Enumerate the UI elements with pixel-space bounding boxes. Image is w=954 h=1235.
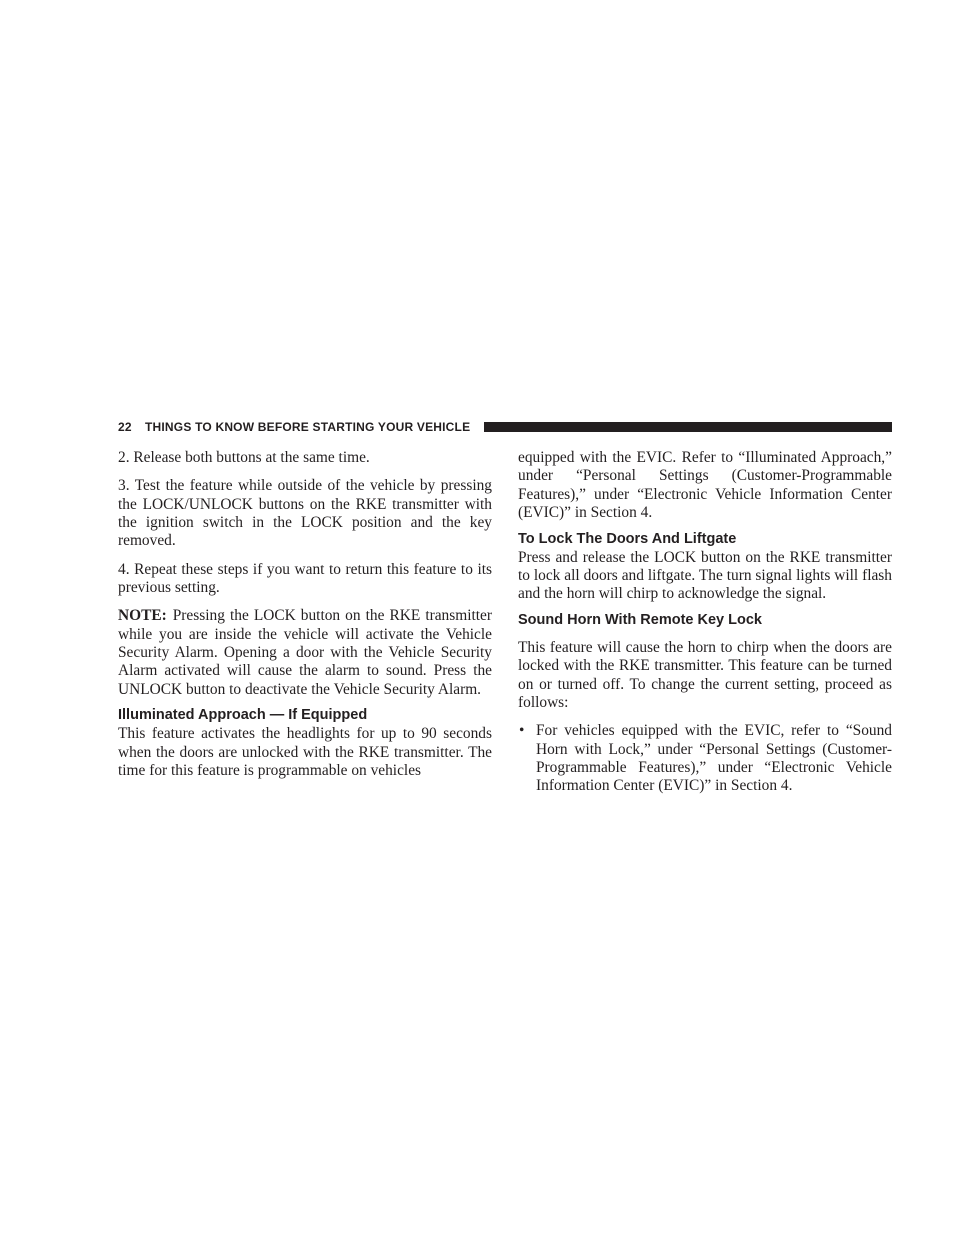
step-3-paragraph: 3. Test the feature while outside of the vehicle by pressing the LOCK/UNLOCK buttons on the RKE transmitter with the ignition switch in the LOCK position and the key removed. <box>118 477 492 550</box>
note-text: Pressing the LOCK button on the RKE transmitter while you are inside the vehicle will activate the Vehicle Security Alarm. Opening a door with the Vehicle Security Alarm activated will cause the alarm to sound. Press the UNLOCK button to deactivate the Vehicle Security Alarm. <box>118 607 492 698</box>
bullet-text: For vehicles equipped with the EVIC, refer to “Sound Horn with Lock,” under “Personal Settings (Customer-Programmable Features),” under “Electronic Vehicle Information Center (EVIC)” in Section 4. <box>536 722 892 795</box>
section-title: THINGS TO KNOW BEFORE STARTING YOUR VEHICLE <box>145 420 471 434</box>
page-number: 22 <box>118 420 132 434</box>
sound-horn-paragraph: This feature will cause the horn to chirp when the doors are locked with the RKE transmitter. This feature can be turned on or turned off. To change the current setting, proceed as follows: <box>518 638 892 712</box>
note-label: NOTE: <box>118 607 167 625</box>
step-4-paragraph: 4. Repeat these steps if you want to return this feature to its previous setting. <box>118 560 492 597</box>
right-column <box>518 449 892 796</box>
step-2-paragraph: 2. Release both buttons at the same time. <box>118 449 370 466</box>
header-rule <box>484 422 892 432</box>
note-paragraph <box>118 607 492 699</box>
left-column <box>118 449 492 790</box>
page-header <box>118 418 892 438</box>
list-item <box>518 722 892 796</box>
illuminated-approach-paragraph: This feature activates the headlights for up to 90 seconds when the doors are unlocked with the RKE transmitter. The time for this feature is programmable on vehicles <box>118 725 492 780</box>
bullet-icon: • <box>519 722 525 740</box>
heading-illuminated-approach: Illuminated Approach — If Equipped <box>118 707 368 724</box>
heading-sound-horn: Sound Horn With Remote Key Lock <box>518 611 762 628</box>
bullet-list <box>518 722 892 796</box>
heading-lock-doors: To Lock The Doors And Liftgate <box>518 530 737 547</box>
illuminated-approach-continued: equipped with the EVIC. Refer to “Illuminated Approach,” under “Personal Settings (Customer-Programmable Features),” under “Electronic Vehicle Information Center (EVIC)” in Section 4. <box>518 449 892 522</box>
lock-doors-paragraph: Press and release the LOCK button on the RKE transmitter to lock all doors and liftgate. The turn signal lights will flash and the horn will chirp to acknowledge the signal. <box>518 548 892 603</box>
